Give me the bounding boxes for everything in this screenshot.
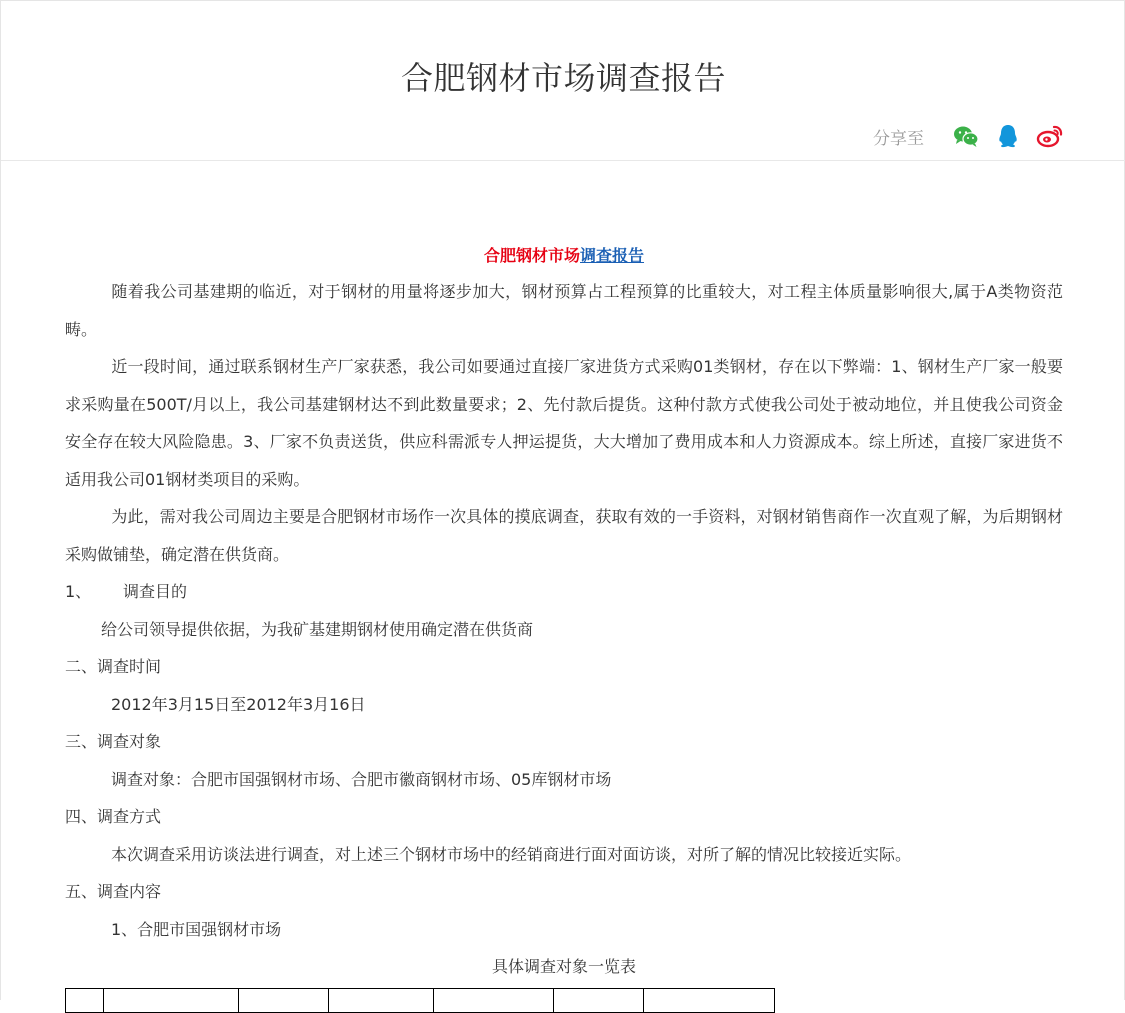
section-4-heading: 四、调查方式 bbox=[65, 807, 162, 826]
table-cell bbox=[554, 989, 644, 1013]
table-caption: 具体调查对象一览表 bbox=[491, 957, 636, 976]
doc-title-part1: 合肥钢材市场 bbox=[483, 246, 580, 265]
weibo-icon[interactable] bbox=[1036, 122, 1064, 150]
section-2-heading: 二、调查时间 bbox=[65, 657, 162, 676]
section-2-body: 2012年3月15日至2012年3月16日 bbox=[111, 694, 366, 714]
section-1-body: 给公司领导提供依据，为我矿基建期钢材使用确定潜在供货商 bbox=[101, 619, 534, 639]
section-3-body: 调查对象：合肥市国强钢材市场、合肥市徽商钢材市场、05库钢材市场 bbox=[111, 769, 612, 789]
section-5-heading: 五、调查内容 bbox=[65, 882, 162, 901]
table-row bbox=[66, 989, 775, 1013]
survey-table bbox=[65, 988, 775, 1013]
page-header bbox=[1, 1, 1125, 161]
wechat-icon[interactable] bbox=[952, 122, 980, 150]
table-cell bbox=[66, 989, 104, 1013]
section-1-title: 调查目的 bbox=[123, 582, 188, 601]
share-bar bbox=[873, 121, 1064, 151]
share-label: 分享至 bbox=[873, 128, 924, 149]
paragraph-3: 为此，需对我公司周边主要是合肥钢材市场作一次具体的摸底调查，获取有效的一手资料，对钢材销售商作一次直观了解，为后期钢材采购做铺垫，确定潜在供货商。 bbox=[65, 507, 1063, 564]
paragraph-1: 随着我公司基建期的临近，对于钢材的用量将逐步加大，钢材预算占工程预算的比重较大，对工程主体质量影响很大,属于A类物资范畴。 bbox=[65, 282, 1063, 339]
section-4-body: 本次调查采用访谈法进行调查，对上述三个钢材市场中的经销商进行面对面访谈，对所了解的情况比较接近实际。 bbox=[111, 844, 912, 864]
section-1-heading bbox=[65, 573, 1063, 611]
table-cell bbox=[644, 989, 775, 1013]
table-cell bbox=[434, 989, 554, 1013]
section-5-subheading: 1、合肥市国强钢材市场 bbox=[111, 919, 282, 939]
article-body bbox=[65, 239, 1063, 1013]
section-1-number: 1、 bbox=[65, 582, 92, 601]
table-cell bbox=[239, 989, 329, 1013]
page-title: 合肥钢材市场调查报告 bbox=[400, 59, 726, 97]
table-cell bbox=[104, 989, 239, 1013]
table-cell bbox=[329, 989, 434, 1013]
section-3-heading: 三、调查对象 bbox=[65, 732, 162, 751]
qq-icon[interactable] bbox=[994, 122, 1022, 150]
paragraph-2: 近一段时间，通过联系钢材生产厂家获悉，我公司如要通过直接厂家进货方式采购01类钢材，存在以下弊端：1、钢材生产厂家一般要求采购量在500T/月以上，我公司基建钢材达不到此数量要求；2、先付款后提货。这种付款方式使我公司处于被动地位，并且使我公司资金安全存在较大风险隐患。3、厂家不负责送货，供应科需派专人押运提货，大大增加了费用成本和人力资源成本。综上所述，直接厂家进货不适用我公司01钢材类项目的采购。 bbox=[65, 357, 1063, 489]
doc-title-link[interactable]: 调查报告 bbox=[580, 246, 645, 265]
doc-title bbox=[65, 239, 1063, 273]
